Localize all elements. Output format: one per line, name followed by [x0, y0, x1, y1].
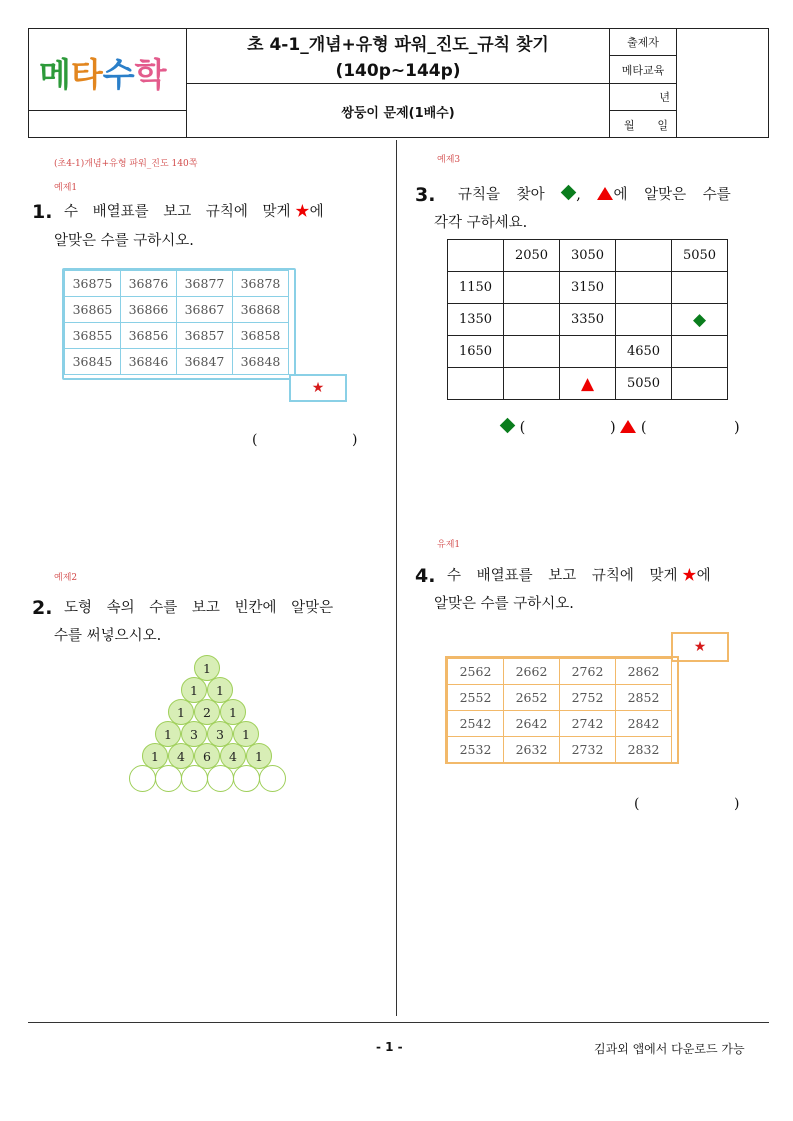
- number-circle: 1: [233, 721, 259, 747]
- diamond-icon: ◆: [672, 304, 728, 336]
- table-cell: 2832: [616, 737, 672, 763]
- table-cell: 36848: [233, 349, 289, 375]
- number-circle: 6: [194, 743, 220, 769]
- table-cell: 36858: [233, 323, 289, 349]
- q4-text-line2: 알맞은 수를 구하시오.: [434, 596, 574, 612]
- table-cell: 36875: [65, 271, 121, 297]
- blank-circle[interactable]: [259, 765, 286, 792]
- q3-paren-open-1: (: [519, 420, 526, 436]
- logo-char-3: 수: [102, 55, 133, 94]
- q3-text-c: 에 알맞은 수를: [613, 187, 731, 203]
- number-circle: 4: [168, 743, 194, 769]
- q3-number: 3.: [415, 184, 436, 206]
- q1-table-frame: [62, 268, 296, 380]
- number-circle: 1: [220, 699, 246, 725]
- table-cell: 2742: [560, 711, 616, 737]
- q2-number: 2.: [32, 597, 53, 619]
- year-label: 년: [659, 91, 670, 104]
- author-value: [610, 56, 677, 84]
- star-icon: ★: [693, 639, 707, 655]
- triangle-icon: [620, 420, 636, 433]
- q4-star-box: [671, 632, 729, 662]
- table-cell: 36867: [177, 297, 233, 323]
- table-cell: 2562: [448, 659, 504, 685]
- diamond-icon: [561, 185, 577, 201]
- table-cell: 1150: [448, 272, 504, 304]
- table-cell: [504, 272, 560, 304]
- table-cell: 36877: [177, 271, 233, 297]
- table-cell: 2662: [504, 659, 560, 685]
- q4-table-frame: [445, 656, 679, 764]
- logo-char-1: 메: [39, 55, 69, 94]
- q1-number: 1.: [32, 201, 53, 223]
- q3-example-label: 예제3: [437, 155, 461, 165]
- month-label: 월: [624, 118, 635, 132]
- column-divider: [396, 140, 397, 1016]
- q1-text-line1: [64, 198, 364, 226]
- number-circle: 1: [246, 743, 272, 769]
- title-cell: [187, 29, 610, 84]
- table-row: [448, 368, 728, 400]
- header-table: [28, 28, 769, 138]
- q1-example-label: 예제1: [54, 183, 78, 193]
- q3-text-line2: 각각 구하세요.: [434, 215, 528, 231]
- number-circle: 1: [155, 721, 181, 747]
- table-cell: [560, 336, 616, 368]
- author-value-text: 메타교육: [621, 63, 665, 77]
- q3-text-a: 규칙을 찾아: [458, 187, 545, 203]
- number-circle: 1: [181, 677, 207, 703]
- number-circle: 2: [194, 699, 220, 725]
- table-cell: [672, 336, 728, 368]
- table-cell: 2642: [504, 711, 560, 737]
- star-icon: ★: [682, 568, 697, 584]
- subtitle-cell: [187, 84, 610, 138]
- triangle-icon: [597, 187, 613, 200]
- number-circle: 1: [207, 677, 233, 703]
- q1-answer-close: ): [352, 432, 358, 448]
- table-cell: [672, 272, 728, 304]
- table-cell: 36855: [65, 323, 121, 349]
- table-cell: [616, 240, 672, 272]
- table-row: [448, 304, 728, 336]
- q4-text-line1: [447, 562, 747, 590]
- triangle-icon: ▲: [560, 368, 616, 400]
- logo: [39, 49, 165, 96]
- number-circle: 1: [194, 655, 220, 681]
- blank-circle[interactable]: [233, 765, 260, 792]
- table-cell: 2862: [616, 659, 672, 685]
- q3-paren-close-2: ): [734, 420, 740, 436]
- table-cell: 3150: [560, 272, 616, 304]
- logo-under-cell: [29, 111, 187, 138]
- footer-note: 김과외 앱에서 다운로드 가능: [594, 1042, 745, 1056]
- blank-circle[interactable]: [129, 765, 156, 792]
- q4-text-b: 에: [696, 568, 711, 584]
- q1-star-box: [289, 374, 347, 402]
- star-icon: ★: [311, 380, 325, 396]
- blank-circle[interactable]: [207, 765, 234, 792]
- blank-circle[interactable]: [155, 765, 182, 792]
- diamond-icon: [500, 418, 516, 434]
- number-circle: 1: [142, 743, 168, 769]
- number-circle: 1: [168, 699, 194, 725]
- q4-text-a: 수 배열표를 보고 규칙에 맞게: [447, 568, 678, 584]
- table-cell: [616, 272, 672, 304]
- table-cell: 36845: [65, 349, 121, 375]
- table-cell: 2762: [560, 659, 616, 685]
- title-line-1: 초 4-1_개념+유형 파워_진도_규칙 찾기: [247, 35, 549, 55]
- table-cell: 5050: [616, 368, 672, 400]
- table-cell: 36846: [121, 349, 177, 375]
- q4-answer-open: (: [634, 796, 640, 812]
- page-number: - 1 -: [376, 1040, 403, 1054]
- table-cell: 36878: [233, 271, 289, 297]
- q3-text-line1: [458, 181, 731, 209]
- table-cell: 2752: [560, 685, 616, 711]
- table-cell: 2532: [448, 737, 504, 763]
- table-cell: 5050: [672, 240, 728, 272]
- table-cell: 3350: [560, 304, 616, 336]
- table-row: [448, 336, 728, 368]
- date-cell: [610, 111, 677, 138]
- table-cell: 2732: [560, 737, 616, 763]
- table-cell: 36866: [121, 297, 177, 323]
- q2-example-label: 예제2: [54, 573, 78, 583]
- table-cell: 36856: [121, 323, 177, 349]
- footer-divider: [28, 1022, 769, 1023]
- q3-text-b: ,: [576, 187, 581, 203]
- table-cell: 2632: [504, 737, 560, 763]
- table-cell: 2842: [616, 711, 672, 737]
- q4-number: 4.: [415, 565, 436, 587]
- table-cell: [504, 368, 560, 400]
- number-circle: 3: [207, 721, 233, 747]
- title-line-2: (140p~144p): [335, 61, 461, 81]
- q3-paren-open-2: (: [640, 420, 647, 436]
- q2-text-line2: 수를 써넣으시오.: [54, 628, 162, 644]
- number-circle: 3: [181, 721, 207, 747]
- table-cell: [448, 368, 504, 400]
- q1-text-b: 에: [309, 204, 324, 220]
- logo-char-2: 타: [70, 55, 101, 94]
- table-cell: 2652: [504, 685, 560, 711]
- table-cell: 36868: [233, 297, 289, 323]
- day-label: 일: [657, 118, 668, 132]
- table-cell: 36857: [177, 323, 233, 349]
- q1-text-line2: 알맞은 수를 구하시오.: [54, 233, 194, 249]
- q1-text-a: 수 배열표를 보고 규칙에 맞게: [64, 204, 291, 220]
- table-cell: [504, 304, 560, 336]
- table-cell: [616, 304, 672, 336]
- table-cell: 36876: [121, 271, 177, 297]
- subtitle: 쌍둥이 문제(1배수): [341, 105, 455, 121]
- table-cell: 1350: [448, 304, 504, 336]
- q3-paren-close-1: ): [610, 420, 616, 436]
- q1-answer-open: (: [252, 432, 258, 448]
- table-row: [448, 272, 728, 304]
- table-cell: 3050: [560, 240, 616, 272]
- table-cell: [448, 240, 504, 272]
- q3-answer-diamond: [500, 414, 525, 442]
- q1-source: (초4-1)개념+유형 파워_진도 140쪽: [54, 159, 198, 169]
- table-cell: [504, 336, 560, 368]
- q4-answer-close: ): [734, 796, 740, 812]
- table-row: [448, 240, 728, 272]
- q2-text-line1: 도형 속의 수를 보고 빈칸에 알맞은: [64, 600, 334, 616]
- q4-example-label: 유제1: [437, 540, 461, 550]
- q3-answer-triangle: [610, 414, 647, 442]
- blank-circle[interactable]: [181, 765, 208, 792]
- table-cell: 4650: [616, 336, 672, 368]
- table-cell: 2050: [504, 240, 560, 272]
- logo-char-4: 학: [134, 55, 165, 94]
- q3-number-table: [447, 239, 728, 400]
- table-cell: 2852: [616, 685, 672, 711]
- table-cell: 36865: [65, 297, 121, 323]
- table-cell: 2552: [448, 685, 504, 711]
- table-cell: 1650: [448, 336, 504, 368]
- logo-cell: [29, 29, 187, 111]
- table-cell: [672, 368, 728, 400]
- table-cell: 36847: [177, 349, 233, 375]
- author-label: [610, 29, 677, 56]
- table-cell: 2542: [448, 711, 504, 737]
- year-cell: [610, 84, 677, 111]
- star-icon: ★: [295, 204, 310, 220]
- number-circle: 4: [220, 743, 246, 769]
- author-label-text: 출제자: [627, 36, 659, 49]
